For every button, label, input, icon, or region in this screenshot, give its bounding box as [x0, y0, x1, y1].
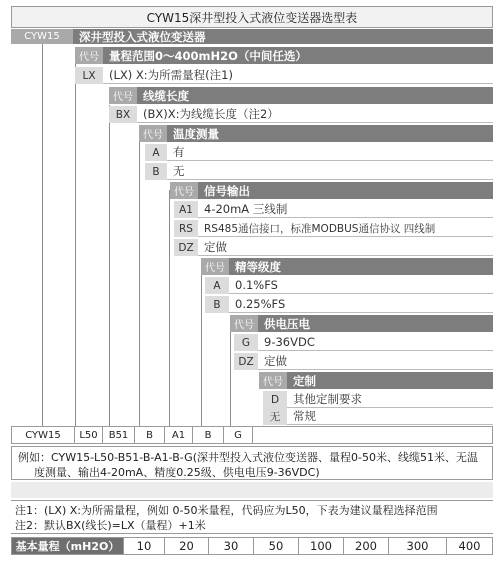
temp-desc-b: 无 [167, 163, 493, 180]
guide-line [201, 265, 202, 426]
example-code-blank [253, 427, 492, 443]
accuracy-code-a: A [205, 277, 229, 294]
guide-line [169, 190, 170, 426]
example-code-signal: A1 [165, 427, 193, 443]
accuracy-desc-b: 0.25%FS [229, 296, 493, 313]
signal-header-code: 代号 [170, 182, 198, 199]
guide-line [75, 60, 76, 426]
signal-desc-a1: 4-20mA 三线制 [198, 201, 493, 218]
custom-code-none: 无 [263, 408, 287, 425]
table-title: CYW15深井型投入式液位变送器选型表 [11, 6, 493, 28]
range-code-lx: LX [75, 67, 103, 84]
power-code-g: G [234, 334, 258, 351]
guide-line [42, 43, 43, 426]
signal-code-a1: A1 [174, 201, 198, 218]
cable-header-code: 代号 [109, 87, 137, 104]
notes-block [11, 500, 493, 534]
power-desc-dz: 定做 [258, 353, 493, 370]
cable-header-label: 线缆长度 [137, 87, 493, 104]
signal-header-label: 信号输出 [198, 182, 493, 199]
power-header-label: 供电压电 [258, 315, 493, 332]
model-code: CYW15 [11, 29, 73, 44]
example-code-model: CYW15 [12, 427, 75, 443]
guide-line [230, 320, 231, 426]
range-header-label: 量程范围0～400mH2O（中间任选） [103, 47, 493, 64]
example-code-accuracy: B [193, 427, 224, 443]
signal-desc-rs: RS485通信接口，标准MODBUS通信协议 四线制 [198, 220, 493, 237]
range-value: 300 [389, 538, 447, 554]
range-value: 50 [254, 538, 299, 554]
temp-header-code: 代号 [139, 125, 167, 142]
power-code-dz: DZ [234, 353, 258, 370]
accuracy-header-code: 代号 [201, 258, 229, 275]
note-2: 注2：默认BX(线长)=LX（量程）+1米 [15, 519, 206, 532]
example-code-range: L50 [75, 427, 103, 443]
signal-code-dz: DZ [174, 239, 198, 256]
custom-desc-d: 其他定制要求 [287, 391, 493, 408]
example-code-row [11, 426, 493, 444]
temp-code-a: A [145, 144, 167, 161]
range-value: 100 [299, 538, 344, 554]
cable-code-bx: BX [109, 106, 137, 123]
guide-line [139, 140, 140, 426]
note-1: 注1：(LX) X:为所需量程，例如 0-50米量程，代码应为L50，下表为建议量程选择范围 [15, 504, 438, 517]
accuracy-desc-a: 0.1%FS [229, 277, 493, 294]
accuracy-header-label: 精等级度 [229, 258, 493, 275]
custom-code-d: D [263, 391, 287, 408]
example-code-power: G [224, 427, 253, 443]
separator-band [11, 482, 493, 498]
example-code-cable: B51 [103, 427, 135, 443]
range-value: 400 [458, 539, 481, 553]
range-table-label: 基本量程（mH2O） [12, 538, 124, 554]
signal-desc-dz: 定做 [198, 239, 493, 256]
model-desc: 深井型投入式液位变送器 [73, 29, 493, 44]
range-desc-lx: (LX) X:为所需量程(注1) [103, 67, 493, 84]
custom-desc-none: 常规 [287, 408, 493, 425]
temp-desc-a: 有 [167, 144, 493, 161]
temp-header-label: 温度测量 [167, 125, 493, 142]
signal-code-rs: RS [174, 220, 198, 237]
range-value: 10 [124, 538, 165, 554]
guide-line [109, 105, 110, 426]
custom-header-label: 定制 [287, 372, 493, 389]
power-header-code: 代号 [230, 315, 258, 332]
range-value: 20 [165, 538, 209, 554]
example-text: 例如：CYW15-L50-B51-B-A1-B-G(深井型投入式液位变送器、量程0-50米、线缆51米、无温度测量、输出4-20mA、精度0.25级、供电电压9-36VDC) [11, 446, 493, 480]
range-header-code: 代号 [75, 47, 103, 64]
range-value: 30 [209, 538, 254, 554]
range-value: 200 [344, 538, 389, 554]
accuracy-code-b: B [205, 296, 229, 313]
temp-code-b: B [145, 163, 167, 180]
power-desc-g: 9-36VDC [258, 334, 493, 351]
range-table [11, 537, 493, 555]
example-code-temp: B [135, 427, 165, 443]
cable-desc-bx: (BX)X:为线缆长度（注2） [137, 106, 493, 123]
custom-header-code: 代号 [259, 372, 287, 389]
